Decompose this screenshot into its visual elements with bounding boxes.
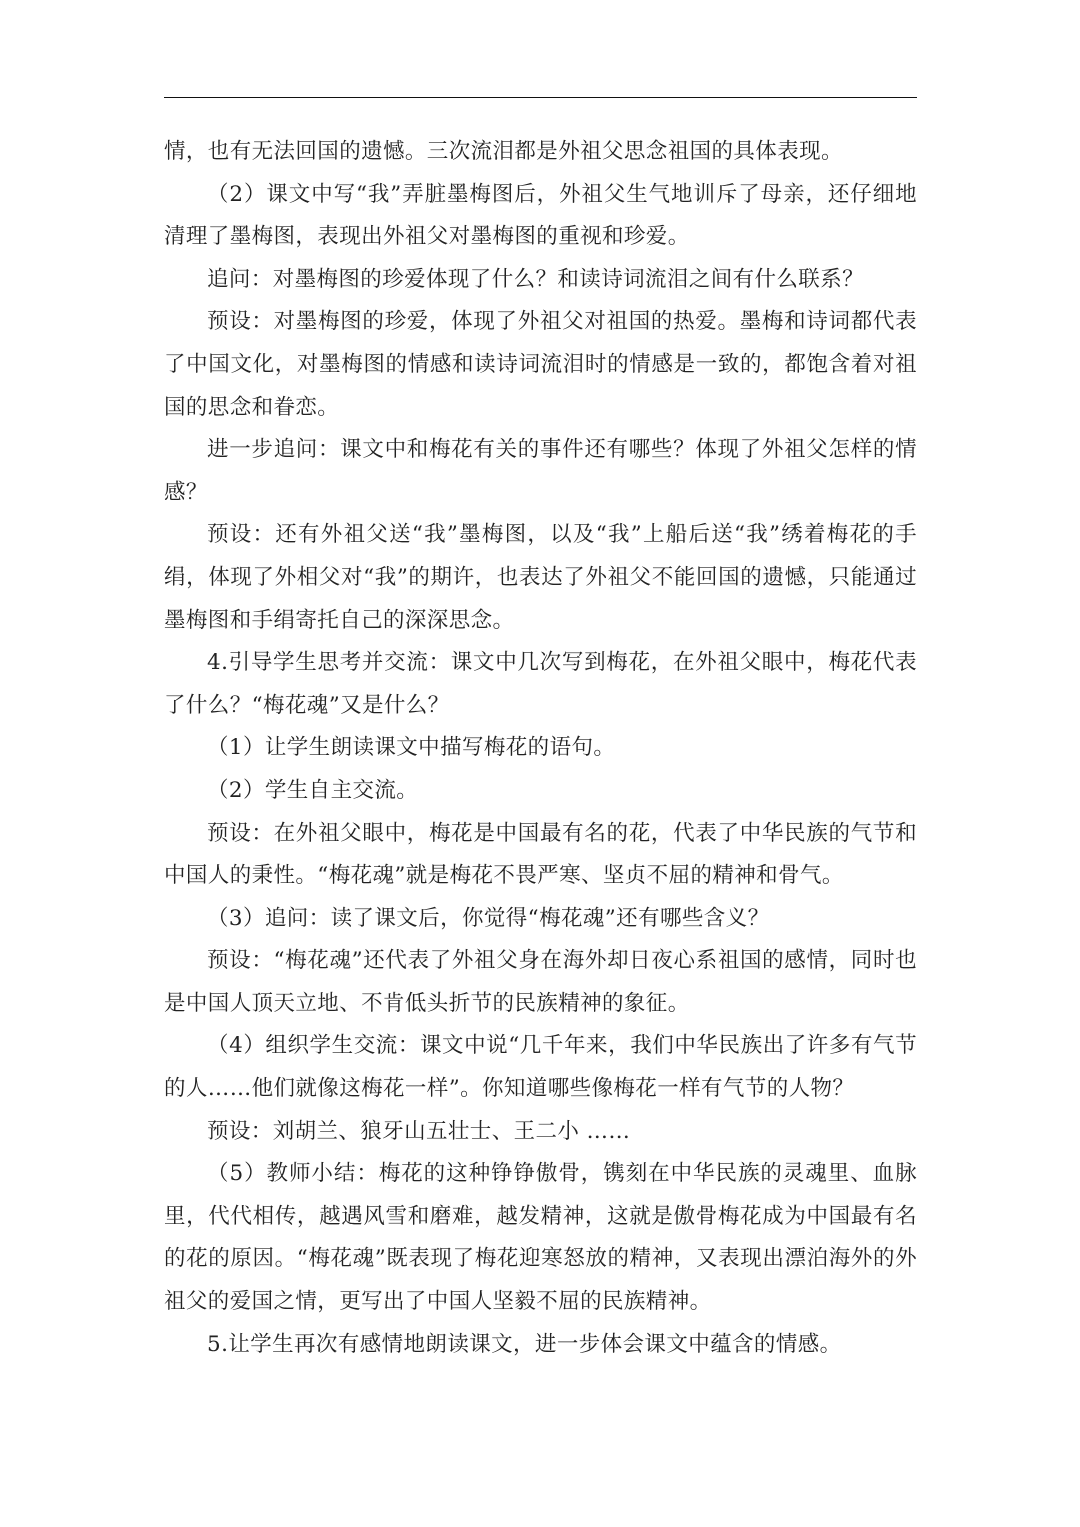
- paragraph-preset-answer: 预设：对墨梅图的珍爱，体现了外祖父对祖国的热爱。墨梅和诗词都代表了中国文化，对墨梅图的情感和读诗词流泪时的情感是一致的，都饱含着对祖国的思念和眷恋。: [164, 309, 917, 420]
- paragraph-preset-answer: 预设：还有外祖父送“我”墨梅图，以及“我”上船后送“我”绣着梅花的手绢，体现了外相父对“我”的期许，也表达了外祖父不能回国的遗憾，只能通过墨梅图和手绢寄托自己的深深思念。: [164, 522, 917, 633]
- paragraph-preset-answer: 预设：在外祖父眼中，梅花是中国最有名的花，代表了中华民族的气节和中国人的秉性。“梅花魂”就是梅花不畏严寒、坚贞不屈的精神和骨气。: [164, 820, 917, 889]
- paragraph-substep-3: （3）追问：读了课文后，你觉得“梅花魂”还有哪些含义？: [207, 905, 770, 931]
- paragraph-step-5: 5.让学生再次有感情地朗读课文，进一步体会课文中蕴含的情感。: [207, 1331, 842, 1357]
- paragraph-point-2: （2）课文中写“我”弄脏墨梅图后，外祖父生气地训斥了母亲，还仔细地清理了墨梅图，表现出外祖父对墨梅图的重视和珍爱。: [164, 181, 917, 250]
- paragraph-preset-answer: 预设：刘胡兰、狼牙山五壮士、王二小 ……: [207, 1118, 631, 1144]
- header-rule: [164, 97, 917, 98]
- document-body: [164, 131, 917, 1366]
- paragraph-substep-4: （4）组织学生交流：课文中说“几千年来，我们中华民族出了许多有气节的人……他们就像这梅花一样”。你知道哪些像梅花一样有气节的人物？: [164, 1033, 917, 1102]
- paragraph-preset-answer: 预设：“梅花魂”还代表了外祖父身在海外却日夜心系祖国的感情，同时也是中国人顶天立地、不肯低头折节的民族精神的象征。: [164, 948, 917, 1016]
- paragraph-continuation: 情，也有无法回国的遗憾。三次流泪都是外祖父思念祖国的具体表现。: [164, 139, 843, 164]
- paragraph-substep-5: （5）教师小结：梅花的这种铮铮傲骨，镌刻在中华民族的灵魂里、血脉里，代代相传，越遇风雪和磨难，越发精神，这就是傲骨梅花成为中国最有名的花的原因。“梅花魂”既表现了梅花迎寒怒放的精神，又表现出漂泊海外的外祖父的爱国之情，更写出了中国人坚毅不屈的民族精神。: [164, 1161, 917, 1315]
- paragraph-step-4: 4.引导学生思考并交流：课文中几次写到梅花，在外祖父眼中，梅花代表了什么？“梅花魂”又是什么？: [164, 650, 917, 718]
- paragraph-further-question: 进一步追问：课文中和梅花有关的事件还有哪些？体现了外祖父怎样的情感？: [164, 437, 917, 505]
- paragraph-follow-up-question: 追问：对墨梅图的珍爱体现了什么？和读诗词流泪之间有什么联系？: [207, 266, 865, 292]
- paragraph-substep-2: （2）学生自主交流。: [207, 777, 419, 803]
- paragraph-substep-1: （1）让学生朗读课文中描写梅花的语句。: [207, 735, 616, 761]
